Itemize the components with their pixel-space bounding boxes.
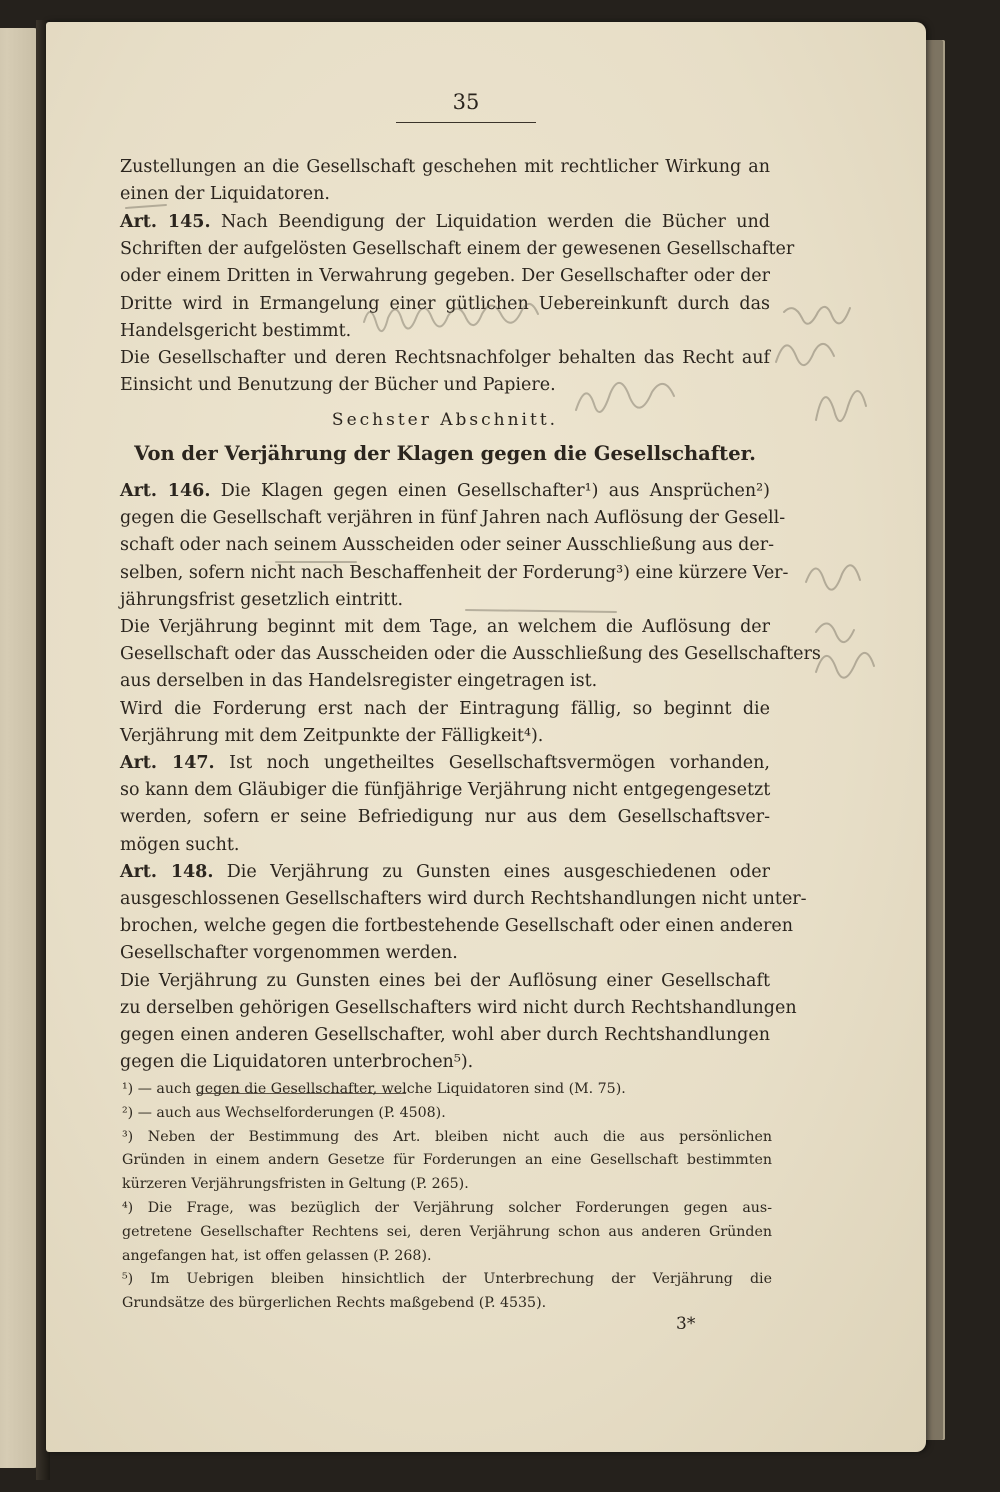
- line-text: oder einem Dritten in Verwahrung gegeben. Der Gesellschafter oder der: [120, 266, 770, 287]
- line-text: Gesellschafter vorgenommen werden.: [120, 943, 458, 964]
- line-text: brochen, welche gegen die fortbestehende Gesellschaft oder einen anderen: [120, 916, 793, 937]
- text-line: [120, 1024, 770, 1046]
- page-number: 35: [452, 90, 480, 114]
- line-text: Gründen in einem andern Gesetze für Forderungen an eine Gesellschaft bestimmten: [122, 1152, 772, 1169]
- text-line: [120, 888, 807, 910]
- text-line: [120, 347, 770, 369]
- text-line: [120, 970, 770, 992]
- text-line: [120, 861, 770, 883]
- line-text: Die Klagen gegen einen Gesellschafter¹) aus Ansprüchen²): [210, 481, 770, 501]
- line-text: Handelsgericht bestimmt.: [120, 320, 352, 341]
- line-text: gegen einen anderen Gesellschafter, wohl aber durch Rechtshandlungen: [120, 1025, 770, 1045]
- line-text: Nach Beendigung der Liquidation werden die Bücher und: [210, 211, 770, 232]
- line-text: ausgeschlossenen Gesellschafters wird durch Rechtshandlungen nicht unter-: [120, 889, 807, 909]
- footnote-line: [122, 1102, 772, 1124]
- line-text: Die Verjährung zu Gunsten eines ausgeschiedenen oder: [213, 861, 770, 882]
- text-line: [120, 374, 770, 396]
- line-text: mögen sucht.: [120, 834, 240, 855]
- section-title: Von der Verjährung der Klagen gegen die Gesellschafter.: [134, 442, 756, 465]
- line-text: Zustellungen an die Gesellschaft geschehen mit rechtlicher Wirkung an: [120, 157, 770, 177]
- text-line: [120, 480, 770, 502]
- article-number: Art. 148.: [120, 861, 214, 882]
- line-text: Verjährung mit dem Zeitpunkte der Fälligkeit⁴).: [120, 725, 544, 746]
- line-text: Die Verjährung zu Gunsten eines bei der Auflösung einer Gesellschaft: [120, 970, 770, 991]
- text-line: [120, 997, 797, 1019]
- text-line: [120, 507, 786, 529]
- line-text: angefangen hat, ist offen gelassen (P. 268).: [122, 1247, 432, 1264]
- line-text: zu derselben gehörigen Gesellschafters wird nicht durch Rechtshandlungen: [120, 997, 797, 1018]
- line-text: Gesellschaft oder das Ausscheiden oder die Ausschließung des Gesellschafters: [120, 644, 821, 665]
- text-line: [120, 616, 770, 638]
- text-line: [120, 156, 770, 178]
- line-text: ³) Neben der Bestimmung des Art. bleiben nicht auch die aus persönlichen: [122, 1128, 772, 1145]
- text-line: [120, 1051, 770, 1073]
- article-number: Art. 145.: [120, 211, 211, 232]
- line-text: selben, sofern nicht nach Beschaffenheit der Forderung³) eine kürzere Ver-: [120, 562, 789, 583]
- line-text: Wird die Forderung erst nach der Eintragung fällig, so beginnt die: [120, 698, 770, 719]
- text-line: [120, 211, 770, 233]
- text-line: [120, 293, 770, 315]
- text-line: [120, 752, 770, 774]
- line-text: Dritte wird in Ermangelung einer gütlichen Uebereinkunft durch das: [120, 293, 770, 314]
- signature-mark: 3*: [676, 1314, 696, 1334]
- footnote-line: [122, 1126, 772, 1148]
- text-line: [120, 915, 793, 937]
- line-text: aus derselben in das Handelsregister eingetragen ist.: [120, 671, 598, 692]
- line-text: getretene Gesellschafter Rechtens sei, deren Verjährung schon aus anderen Gründen: [122, 1223, 772, 1240]
- text-line: [120, 942, 770, 964]
- text-line: [120, 698, 770, 720]
- text-line: [120, 806, 770, 828]
- line-text: werden, sofern er seine Befriedigung nur aus dem Gesellschaftsver-: [120, 807, 770, 828]
- footnote-line: [122, 1245, 772, 1267]
- line-text: gegen die Liquidatoren unterbrochen⁵).: [120, 1052, 474, 1073]
- text-line: [120, 779, 770, 801]
- line-text: Die Verjährung beginnt mit dem Tage, an welchem die Auflösung der: [120, 617, 770, 637]
- article-number: Art. 147.: [120, 753, 215, 773]
- footnote-line: [122, 1221, 772, 1243]
- line-text: einen der Liquidatoren.: [120, 184, 330, 205]
- text-line: [120, 725, 770, 747]
- section-label: Sechster Abschnitt.: [331, 410, 559, 430]
- text-line: [120, 670, 770, 692]
- line-text: Schriften der aufgelösten Gesellschaft einem der gewesenen Gesellschafter: [120, 238, 795, 259]
- line-text: so kann dem Gläubiger die fünfjährige Verjährung nicht entgegengesetzt: [120, 780, 771, 801]
- line-text: jährungsfrist gesetzlich eintritt.: [120, 589, 404, 610]
- text-line: [120, 589, 770, 611]
- text-line: [120, 265, 770, 287]
- line-text: ⁴) Die Frage, was bezüglich der Verjährung solcher Forderungen gegen aus-: [122, 1200, 772, 1216]
- line-text: Einsicht und Benutzung der Bücher und Papiere.: [120, 375, 556, 396]
- text-line: [120, 320, 770, 342]
- line-text: schaft oder nach seinem Ausscheiden oder seiner Ausschließung aus der-: [120, 535, 775, 556]
- footnote-line: [122, 1149, 772, 1171]
- text-line: [120, 183, 770, 205]
- page-stack-edge: [925, 40, 943, 1440]
- header-rule: [396, 122, 536, 123]
- footnote-line: [122, 1173, 772, 1195]
- line-text: gegen die Gesellschaft verjähren in fünf Jahren nach Auflösung der Gesell-: [120, 508, 786, 529]
- line-text: kürzeren Verjährungsfristen in Geltung (P. 265).: [122, 1176, 469, 1193]
- footnote-line: [122, 1197, 772, 1219]
- text-line: [120, 238, 795, 260]
- text-line: [120, 834, 770, 856]
- line-text: Die Gesellschafter und deren Rechtsnachfolger behalten das Recht auf: [120, 348, 770, 369]
- facing-page-edge: [0, 28, 38, 1468]
- text-line: [120, 534, 775, 556]
- text-line: [120, 643, 821, 665]
- line-text: ¹) — auch gegen die Gesellschafter, welche Liquidatoren sind (M. 75).: [122, 1081, 626, 1097]
- footnote-line: [122, 1078, 772, 1100]
- book-page: [46, 22, 926, 1452]
- line-text: Ist noch ungetheiltes Gesellschaftsvermögen vorhanden,: [214, 753, 770, 773]
- text-line: [120, 562, 789, 584]
- line-text: ²) — auch aus Wechselforderungen (P. 4508).: [122, 1104, 446, 1121]
- footnote-line: [122, 1268, 772, 1290]
- article-number: Art. 146.: [120, 481, 211, 501]
- footnote-line: [122, 1292, 772, 1314]
- line-text: ⁵) Im Uebrigen bleiben hinsichtlich der Unterbrechung der Verjährung die: [122, 1271, 772, 1288]
- line-text: Grundsätze des bürgerlichen Rechts maßgebend (P. 4535).: [122, 1295, 547, 1312]
